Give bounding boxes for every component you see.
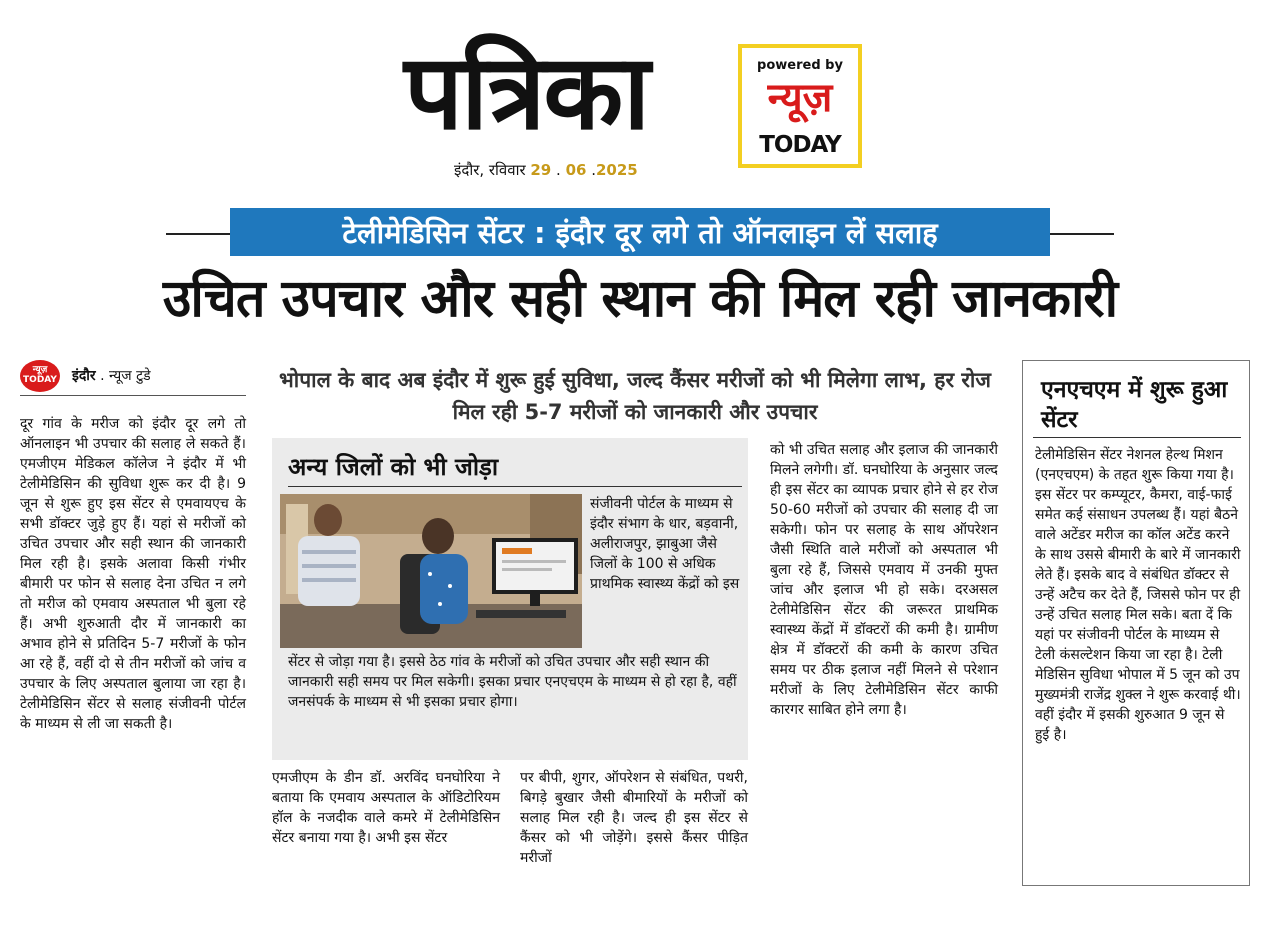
- byline-source: . न्यूज टुडे: [100, 368, 151, 384]
- inset-box-text-side: संजीवनी पोर्टल के माध्यम से इंदौर संभाग के धार, बड़वानी, अलीराजपुर, झाबुआ जैसे जिलों के 100 से अधिक प्राथमिक स्वास्थ्य केंद्रों को इस: [590, 496, 740, 592]
- byline-text: [72, 366, 151, 385]
- article-column-1: दूर गांव के मरीज को इंदौर दूर लगे तो ऑनलाइन भी उपचार की सलाह ले सकते हैं। एमजीएम मेडिकल कॉलेज ने इंदौर में भी टेलीमेडिसिन की सुविधा शुरू कर दी है। 9 जून से शुरू हुए इस सेंटर से एमवायएच के सभी डॉक्टर जुड़े हुए हैं। यहां से मरीजों को उचित उपचार और सही स्थान की जानकारी मिल रही है। इसके अलावा किसी गंभीर बीमारी पर फोन से सलाह देना उचित न लगे तो मरीज को एमवाय अस्पताल भी बुला रहे हैं। अभी शुरुआती दौर में जानकारी का अभाव होने से प्रतिदिन 5-7 मरीजों के फोन आ रहे हैं, वहीं दो से तीन मरीजों को जांच व उपचार के लिए अस्पताल बुलाया जा रहा है। टेलीमेडिसिन सेंटर से सलाह संजीवनी पोर्टल के माध्यम से ली जा सकती है।: [20, 416, 246, 732]
- today-logo-text: TODAY: [759, 132, 841, 158]
- byline-logo-line1: न्यूज़: [32, 365, 48, 375]
- sidebar-text: टेलीमेडिसिन सेंटर नेशनल हेल्थ मिशन (एनएचएम) के तहत शुरू किया गया है। इस सेंटर पर कम्प्यूटर, कैमरा, वाई-फाई समेत कई संसाधन उपलब्ध हैं। यहां बैठने वाले अटेंडर मरीज का कॉल अटेंड करने के साथ उससे बीमारी के बारे में जानकारी लेते हैं। इसके बाद वे संबंधित डॉक्टर से उन्हें अटैच कर देते हैं, जिससे फोन पर ही उन्हें उचित सलाह मिल सके। बता दें कि यहां पर संजीवनी पोर्टल के माध्यम से टेली कंसल्टेशन किया जा रहा है। टेली मेडिसिन सुविधा भोपाल में 5 जून को उप मुख्यमंत्री राजेंद्र शुक्ल ने शुरू करवाई थी। वहीं इंदौर में इसकी शुरुआत 9 जून से हुई है।: [1035, 447, 1241, 743]
- sub-headline-deck: भोपाल के बाद अब इंदौर में शुरू हुई सुविधा, जल्द कैंसर मरीजों को भी मिलेगा लाभ, हर रोज मिल रही 5-7 मरीजों को जानकारी और उपचार: [279, 368, 991, 424]
- newspaper-title: पत्रिका: [404, 30, 649, 153]
- kicker-banner: टेलीमेडिसिन सेंटर : इंदौर दूर लगे तो ऑनलाइन लें सलाह: [230, 208, 1050, 256]
- date-day: 29: [530, 161, 552, 179]
- article-column-3a: एमजीएम के डीन डॉ. अरविंद घनघोरिया ने बताया कि एमवाय अस्पताल के ऑडिटोरियम हॉल के नजदीक वाले कमरे में टेलीमेडिसिन सेंटर बनाया गया है। अभी इस सेंटर: [272, 770, 500, 846]
- news-logo-text: न्यूज़: [767, 75, 833, 121]
- powered-by-text: powered by: [757, 58, 843, 73]
- news-today-logo-icon: [20, 360, 60, 392]
- byline-place: इंदौर: [72, 368, 96, 384]
- kicker-rule-left: [166, 233, 230, 235]
- inset-box-text-full: सेंटर से जोड़ा गया है। इससे ठेठ गांव के मरीजों को उचित उपचार और सही स्थान की जानकारी सही समय पर मिल सकेगी। इसका प्रचार एनएचएम के माध्यम से हो रहा है, वहीं जनसंपर्क के माध्यम से भी इसका प्रचार होगा।: [288, 654, 737, 710]
- article-column-4: को भी उचित सलाह और इलाज की जानकारी मिलने लगेगी। डॉ. घनघोरिया के अनुसार जल्द ही इस सेंटर का व्यापक प्रचार होने से हर रोज 50-60 मरीजों को उपचार की सलाह दी जा सकेगी। फोन पर सलाह के साथ ऑपरेशन जैसी स्थिति वाले मरीजों को अस्पताल भी बुला रहे हैं, जिससे एमवाय में उनकी मुफ्त जांच और इलाज भी हो सके। दरअसल टेलीमेडिसिन सेंटर की जरूरत प्राथमिक स्वास्थ्य केंद्रों में डॉक्टरों की कमी है। ग्रामीण क्षेत्र में डॉक्टरों की कमी के कारण उचित समय पर ठीक इलाज नहीं मिलने से परेशान मरीजों के लिए टेलीमेडिसिन सेंटर काफी कारगर साबित होने लगा है।: [770, 442, 998, 718]
- date-month: 06: [565, 161, 587, 179]
- article-column-3b: पर बीपी, शुगर, ऑपरेशन से संबंधित, पथरी, बिगड़े बुखार जैसी बीमारियों के मरीजों को सलाह मिल रही है। जल्द ही इस सेंटर से कैंसर को भी जोड़ेंगे। इससे कैंसर पीड़ित मरीजों: [520, 770, 748, 866]
- news-today-badge: [738, 44, 862, 168]
- kicker-rule-right: [1050, 233, 1114, 235]
- date-year: 2025: [595, 161, 638, 179]
- issue-date: इंदौर, रविवार 29 . 06 .2025: [454, 161, 638, 179]
- photo-illustration: [280, 494, 582, 648]
- masthead: [404, 30, 724, 158]
- sidebar-title: एनएचएम में शुरू हुआ सेंटर: [1041, 377, 1228, 433]
- date-prefix: इंदौर, रविवार: [454, 161, 531, 179]
- inset-box-rule: [288, 486, 742, 487]
- byline: [20, 360, 246, 396]
- main-headline: उचित उपचार और सही स्थान की मिल रही जानकारी: [162, 269, 1118, 329]
- telemedicine-center-photo: [280, 494, 582, 648]
- byline-logo-line2: TODAY: [23, 375, 57, 385]
- sidebar-box: [1022, 360, 1250, 886]
- inset-box-title: अन्य जिलों को भी जोड़ा: [288, 453, 499, 481]
- sidebar-rule: [1033, 437, 1241, 438]
- inset-box: [272, 438, 748, 760]
